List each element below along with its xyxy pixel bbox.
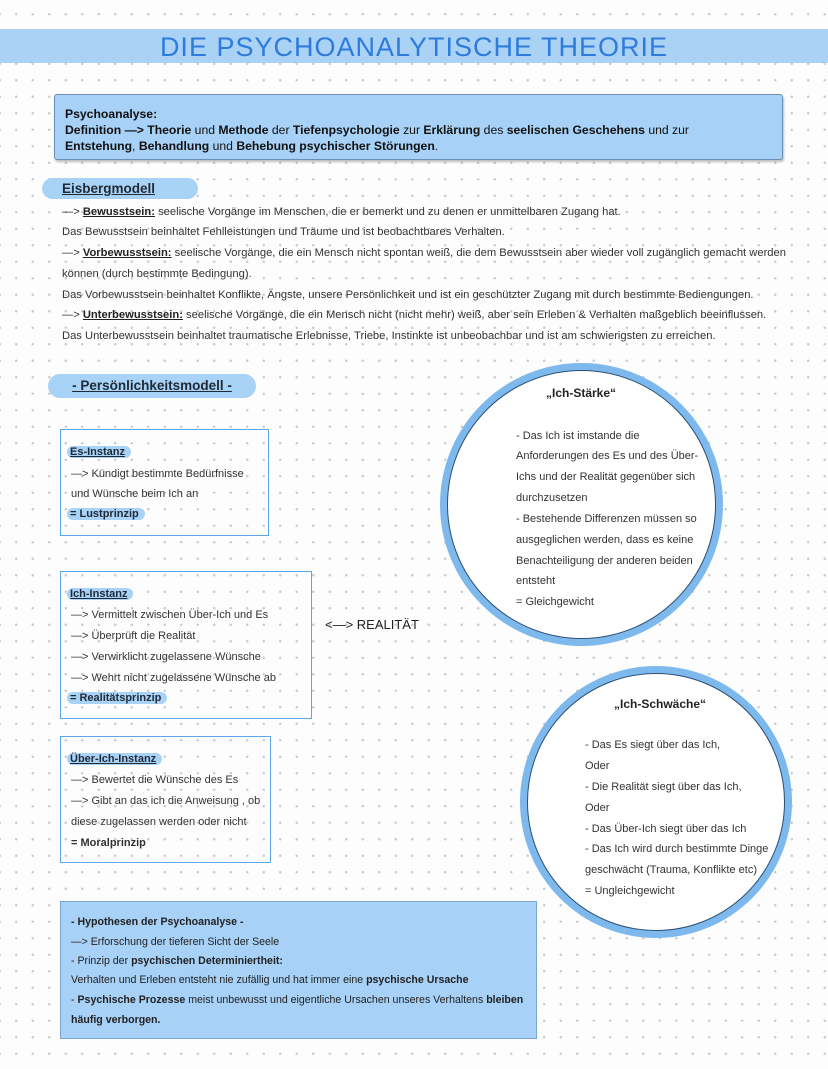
- defline1-seg: und zur: [644, 123, 689, 137]
- es-line-1: —> Kündigt bestimmte Bedürfnisse: [71, 468, 244, 480]
- ich-schwaeche-line-3: - Die Realität siegt über das Ich,: [585, 781, 742, 793]
- defline1-seg: Methode: [218, 123, 269, 137]
- defline1-seg: zur: [399, 123, 424, 137]
- ich-staerke-line-8: entsteht: [516, 575, 556, 587]
- ich-instanz-box: [60, 571, 312, 719]
- ich-staerke-line-7: Benachteiligung der anderen beiden: [516, 555, 693, 567]
- es-instanz-box: [60, 429, 269, 536]
- ich-staerke-title: „Ich-Stärke“: [546, 386, 617, 400]
- ueberich-heading: Über-Ich-Instanz: [67, 753, 162, 765]
- es-line-2: und Wünsche beim Ich an: [71, 488, 199, 500]
- defline2-seg: .: [434, 139, 439, 153]
- eisberg-heading: Eisbergmodell: [42, 178, 198, 199]
- hypothesen-line-5: - Psychische Prozesse meist unbewusst und eigentliche Ursachen unseres Verhaltens bleiben: [71, 994, 524, 1006]
- eisberg-line-2: Das Bewusstsein beinhaltet Fehlleistungen und Träume und ist beobachtbares Verhalten.: [62, 226, 505, 238]
- defline1-seg: des: [480, 123, 507, 137]
- defline1-seg: Theorie: [147, 123, 192, 137]
- ich-line-3: —> Verwirklicht zugelassene Wünsche: [71, 651, 261, 663]
- ich-schwaeche-line-5: - Das Über-Ich siegt über das Ich: [585, 823, 747, 835]
- hypothesen-line-4: Verhalten und Erleben entsteht nie zufällig und hat immer eine psychische Ursache: [71, 974, 469, 986]
- eisberg-line-6: —> Unterbewusstsein: seelische Vorgänge, die ein Mensch nicht (nicht mehr) weiß, aber sein Erleben & Verhalten maßgeblich beeinflussen.: [62, 309, 767, 321]
- ich-principle: = Realitätsprinzip: [67, 692, 167, 704]
- defline1-seg: und: [191, 123, 219, 137]
- eisberg-line-7: Das Unterbewusstsein beinhaltet traumatische Erlebnisse, Triebe, Instinkte ist unbeobachbar und ist am schwierigsten zu erreichen.: [62, 330, 716, 342]
- definition-line-1: [65, 122, 772, 138]
- definition-heading: Psychoanalyse:: [65, 107, 158, 121]
- defline2-seg: und: [209, 139, 237, 153]
- defline2-seg: Behandlung: [138, 139, 210, 153]
- eisberg-line-4: können (durch bestimmte Bedingung).: [62, 268, 252, 280]
- ueberich-line-3: diese zugelassen werden oder nicht: [71, 816, 247, 828]
- definition-box: [54, 94, 783, 160]
- ich-schwaeche-line-2: Oder: [585, 760, 610, 772]
- ich-schwaeche-line-8: = Ungleichgewicht: [585, 885, 675, 897]
- ich-staerke-line-4: durchzusetzen: [516, 492, 588, 504]
- eisberg-line-5: Das Vorbewusstsein beinhaltet Konflikte, Ängste, unsere Persönlichkeit und ist ein geschützter Zugang mit durch bestimmte Bediengungen.: [62, 289, 754, 301]
- eisberg-line-1: —> Bewusstsein: seelische Vorgänge im Menschen, die er bemerkt und zu denen er unmittelbaren Zugang hat.: [62, 206, 621, 218]
- page-title: DIE PSYCHOANALYTISCHE THEORIE: [159, 32, 669, 62]
- ueberich-line-2: —> Gibt an das ich die Anweisung , ob: [71, 795, 261, 807]
- ueberich-line-1: —> Bewertet die Wünsche des Es: [71, 774, 239, 786]
- hypothesen-line-3: - Prinzip der psychischen Determiniertheit:: [71, 955, 283, 967]
- ich-staerke-line-2: Anforderungen des Es und des Über-: [516, 450, 699, 462]
- ich-schwaeche-line-4: Oder: [585, 802, 610, 814]
- definition-line-2: [65, 138, 772, 154]
- ich-staerke-line-1: - Das Ich ist imstande die: [516, 430, 640, 442]
- defline2-seg: Entstehung: [65, 139, 133, 153]
- eisberg-line-3: —> Vorbewusstsein: seelische Vorgänge, die ein Mensch nicht spontan weiß, die dem Bewusstsein aber wieder voll zugänglich gemacht werden: [62, 247, 786, 259]
- hypothesen-heading: - Hypothesen der Psychoanalyse -: [71, 916, 244, 928]
- defline1-seg: der: [268, 123, 293, 137]
- defline1-seg: Erklärung: [423, 123, 481, 137]
- ich-line-2: —> Überprüft die Realität: [71, 630, 196, 642]
- ueberich-instanz-box: [60, 736, 271, 863]
- hypothesen-box: [60, 901, 537, 1039]
- persoenlichkeit-heading: - Persönlichkeitsmodell -: [48, 374, 256, 398]
- es-heading: Es-Instanz: [67, 446, 131, 458]
- defline1-seg: seelischen Geschehens: [506, 123, 645, 137]
- ich-line-4: —> Wehrt nicht zugelassene Wünsche ab: [71, 672, 276, 684]
- ich-staerke-line-9: = Gleichgewicht: [516, 596, 594, 608]
- ich-schwaeche-line-7: geschwächt (Trauma, Konflikte etc): [585, 864, 757, 876]
- defline1-seg: Definition —>: [65, 123, 148, 137]
- ich-schwaeche-line-1: - Das Es siegt über das Ich,: [585, 739, 721, 751]
- hypothesen-line-6: häufig verborgen.: [71, 1014, 161, 1026]
- defline2-seg: Behebung psychischer Störungen: [236, 139, 435, 153]
- ich-schwaeche-line-6: - Das Ich wird durch bestimmte Dinge: [585, 843, 769, 855]
- ich-staerke-line-6: ausgeglichen werden, dass es keine: [516, 534, 694, 546]
- ueberich-principle: = Moralprinzip: [71, 837, 146, 849]
- defline1-seg: Tiefenpsychologie: [292, 123, 400, 137]
- ich-staerke-line-3: Ichs und der Realität gegenüber sich: [516, 471, 696, 483]
- es-principle: = Lustprinzip: [67, 508, 145, 520]
- ich-line-1: —> Vermittelt zwischen Über-Ich und Es: [71, 609, 269, 621]
- realitaet-arrow: <—> REALITÄT: [325, 617, 419, 632]
- ich-heading: Ich-Instanz: [67, 588, 133, 600]
- hypothesen-line-2: —> Erforschung der tieferen Sicht der Seele: [71, 936, 280, 948]
- ich-schwaeche-title: „Ich-Schwäche“: [614, 697, 707, 711]
- ich-staerke-line-5: - Bestehende Differenzen müssen so: [516, 513, 697, 525]
- defline2-seg: ,: [132, 139, 139, 153]
